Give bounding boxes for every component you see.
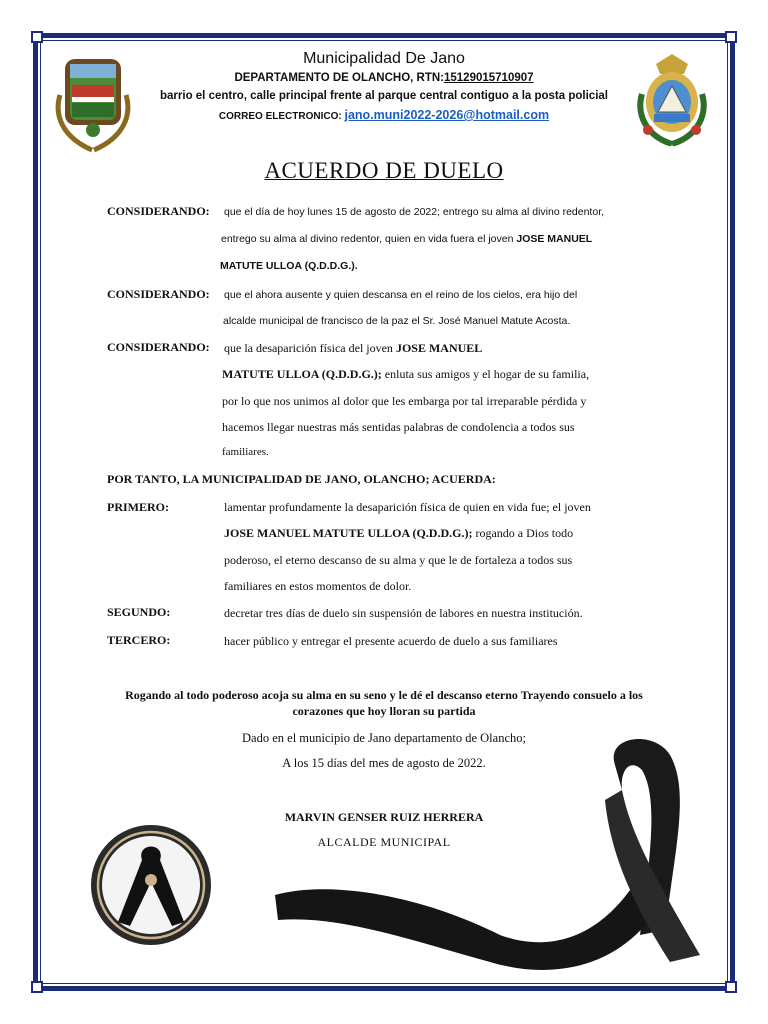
header-email-line: CORREO ELECTRONICO: jano.muni2022-2026@hotmail.com	[218, 108, 550, 122]
considerando-3-line: que la desaparición física del joven JOSE MANUEL	[224, 341, 483, 355]
document-title: ACUERDO DE DUELO	[264, 158, 504, 183]
por-tanto-heading: POR TANTO, LA MUNICIPALIDAD DE JANO, OLANCHO; ACUERDA:	[107, 472, 496, 486]
considerando-3-line: hacemos llegar nuestras más sentidas palabras de condolencia a todos sus	[222, 420, 575, 434]
issued-date: A los 15 días del mes de agosto de 2022.	[282, 756, 486, 770]
mourning-ribbon-icon	[270, 730, 725, 975]
considerando-1-line: MATUTE ULLOA (Q.D.D.G.).	[220, 260, 358, 272]
considerando-1-line: que el día de hoy lunes 15 de agosto de 2022; entrego su alma al divino redentor,	[224, 206, 605, 218]
considerando-3-line: MATUTE ULLOA (Q.D.D.G.); enluta sus amigos y el hogar de su familia,	[222, 367, 590, 381]
municipal-emblem-logo	[52, 55, 134, 153]
segundo-text: decretar tres días de duelo sin suspensión de labores en nuestra institución.	[224, 606, 583, 620]
considerando-label: CONSIDERANDO:	[107, 340, 210, 354]
considerando-label: CONSIDERANDO:	[107, 204, 210, 218]
corner-ornament	[31, 31, 43, 43]
closing-prayer: Rogando al todo poderoso acoja su alma en su seno y le dé el descanso eterno Trayendo consuelo a los corazones que hoy lloran su partida	[125, 688, 643, 718]
corner-ornament	[725, 31, 737, 43]
considerando-3-line: por lo que nos unimos al dolor que les embarga por tal irreparable pérdida y	[222, 394, 587, 408]
header-department: DEPARTAMENTO DE OLANCHO, RTN:15129015710907	[234, 72, 534, 84]
primero-label: PRIMERO:	[107, 500, 169, 514]
email-link[interactable]: jano.muni2022-2026@hotmail.com	[344, 108, 550, 122]
considerando-1-line: entrego su alma al divino redentor, quien en vida fuera el joven JOSE MANUEL	[221, 233, 593, 245]
mourning-badge-icon	[86, 820, 216, 950]
corner-ornament	[725, 981, 737, 993]
considerando-3-line: familiares.	[222, 446, 269, 458]
primero-line: poderoso, el eterno descanso de su alma y que le de fortaleza a todos sus	[224, 553, 573, 567]
issued-place: Dado en el municipio de Jano departamento de Olancho;	[242, 731, 526, 745]
signer-title: ALCALDE MUNICIPAL	[317, 835, 451, 849]
primero-line: familiares en estos momentos de dolor.	[224, 579, 412, 593]
considerando-2-line: que el ahora ausente y quien descansa en el reino de los cielos, era hijo del	[224, 289, 578, 301]
primero-line: lamentar profundamente la desaparición física de quien en vida fue; el joven	[224, 500, 591, 514]
corner-ornament	[31, 981, 43, 993]
tercero-label: TERCERO:	[107, 633, 171, 647]
segundo-label: SEGUNDO:	[107, 605, 171, 619]
header-title: Municipalidad De Jano	[303, 50, 465, 67]
rtn-number: 15129015710907	[444, 72, 534, 84]
signer-name: MARVIN GENSER RUIZ HERRERA	[284, 810, 484, 824]
primero-line: JOSE MANUEL MATUTE ULLOA (Q.D.D.G.); rogando a Dios todo	[224, 526, 574, 540]
considerando-label: CONSIDERANDO:	[107, 287, 210, 301]
considerando-2-line: alcalde municipal de francisco de la paz el Sr. José Manuel Matute Acosta.	[223, 315, 571, 327]
tercero-text: hacer público y entregar el presente acuerdo de duelo a sus familiares	[224, 634, 558, 648]
header-address: barrio el centro, calle principal frente al parque central contiguo a la posta policial	[160, 90, 608, 102]
